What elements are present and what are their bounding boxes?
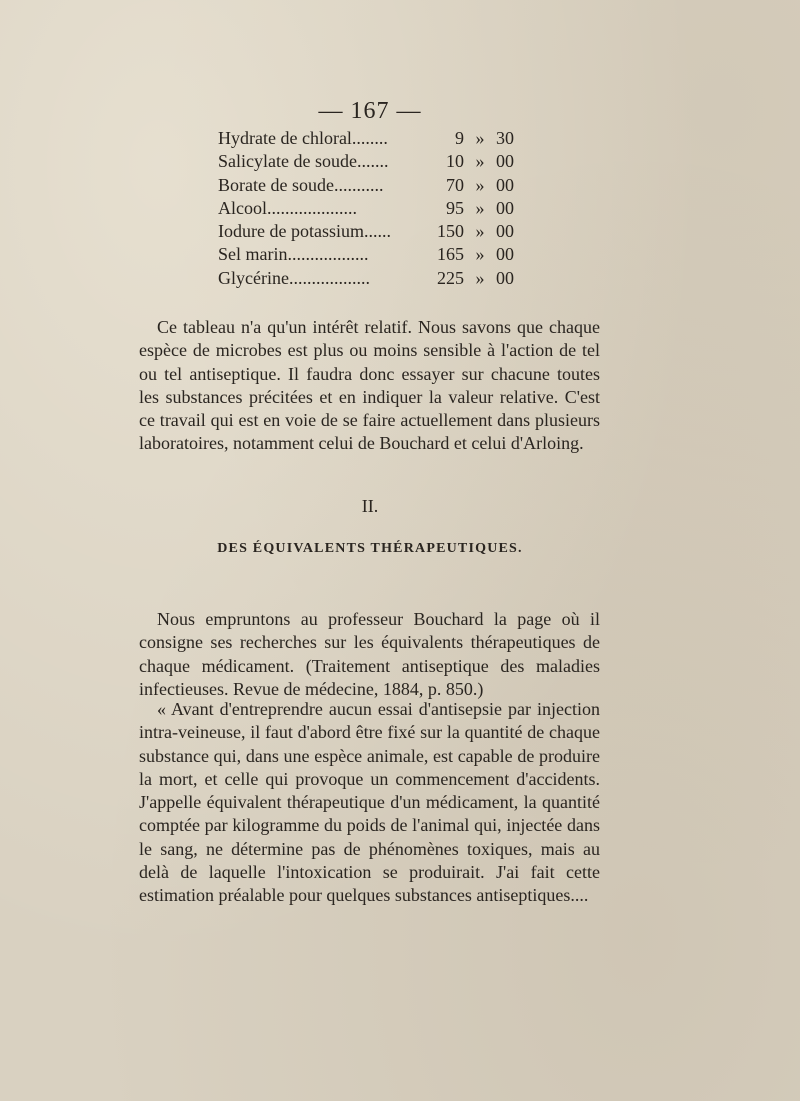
substance-value: 10 xyxy=(446,151,464,172)
table-row xyxy=(218,198,528,221)
substance-name: Sel marin.................. xyxy=(218,244,369,265)
ditto-mark: » xyxy=(475,174,485,195)
substance-decimal: 00 xyxy=(496,151,514,172)
body-paragraph: Nous empruntons au professeur Bouchard la page où il consigne ses recherches sur les équivalents thérapeutiques de chaque médicament. (Traitement antiseptique des maladies infectieuses. Revue de médecine, 1884, p. 850.) xyxy=(139,609,600,699)
substance-decimal: 00 xyxy=(496,197,514,218)
substance-name: Glycérine.................. xyxy=(218,267,370,288)
substance-value: 70 xyxy=(446,174,464,195)
substance-decimal: 30 xyxy=(496,128,514,148)
section-number: II. xyxy=(361,496,379,516)
substance-value: 9 xyxy=(455,128,464,148)
ditto-mark: » xyxy=(475,267,485,288)
page-number: — 167 — xyxy=(318,98,422,124)
table-row xyxy=(218,175,528,198)
table-row xyxy=(218,221,528,244)
quotation-paragraph: « Avant d'entreprendre aucun essai d'antisepsie par injection intra-veineuse, il faut d'abord être fixé sur la quantité de chaque substance qui, dans une espèce animale, est capable de produire la mort, et celle qui provoque un commencement d'accidents. J'appelle équivalent thérapeutique d'un médicament, la quantité comptée par kilogramme du poids de l'animal qui, injectée dans le sang, ne détermine pas de phénomènes toxiques, mais au delà de laquelle l'intoxication se produirait. J'ai fait cette estimation préalable pour quelques substances antiseptiques.... xyxy=(139,699,600,906)
substance-name: Salicylate de soude....... xyxy=(218,151,389,172)
substance-value: 225 xyxy=(437,267,464,288)
substance-value: 150 xyxy=(437,221,464,242)
substance-value: 165 xyxy=(437,244,464,265)
substance-name: Alcool.................... xyxy=(218,197,357,218)
substance-name: Borate de soude........... xyxy=(218,174,384,195)
ditto-mark: » xyxy=(475,244,485,265)
table-row xyxy=(218,151,528,174)
body-paragraph: Ce tableau n'a qu'un intérêt relatif. Nous savons que chaque espèce de microbes est plus ou moins sensible à l'action de tel ou tel antiseptique. Il faudra donc essayer sur chacune toutes les substances précitées et en indiquer la valeur relative. C'est ce travail qui est en voie de se faire actuellement dans plusieurs laboratoires, notamment celui de Bouchard et celui d'Arloing. xyxy=(139,317,600,454)
section-title: DES ÉQUIVALENTS THÉRAPEUTIQUES. xyxy=(217,541,523,556)
substance-name: Iodure de potassium...... xyxy=(218,221,391,242)
substance-decimal: 00 xyxy=(496,221,514,242)
ditto-mark: » xyxy=(475,128,485,148)
substance-decimal: 00 xyxy=(496,174,514,195)
table-row xyxy=(218,244,528,267)
table-row xyxy=(218,268,528,291)
ditto-mark: » xyxy=(475,197,485,218)
substance-decimal: 00 xyxy=(496,267,514,288)
toxicity-table xyxy=(218,128,528,291)
substance-value: 95 xyxy=(446,197,464,218)
substance-decimal: 00 xyxy=(496,244,514,265)
ditto-mark: » xyxy=(475,151,485,172)
ditto-mark: » xyxy=(475,221,485,242)
substance-name: Hydrate de chloral........ xyxy=(218,128,388,148)
table-row xyxy=(218,128,528,151)
